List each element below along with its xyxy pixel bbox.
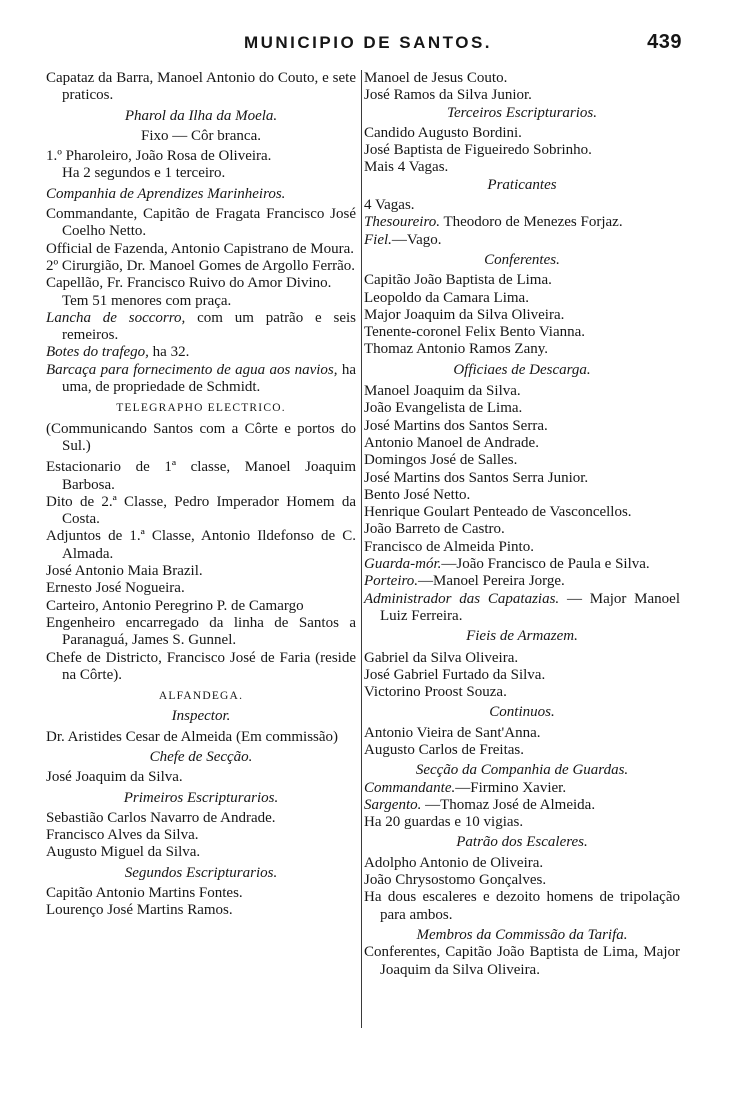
inline-text: —Vago. [391, 231, 442, 248]
inline-label: Guarda-mór. [364, 556, 442, 573]
text-line: 2º Cirurgião, Dr. Manoel Gomes de Argollo Ferrão. [46, 257, 356, 274]
right-column [364, 70, 680, 979]
text-line: Major Joaquim da Silva Oliveira. [364, 306, 565, 323]
page-header [0, 31, 736, 57]
inline-text: — Major Manoel Luiz Ferreira. [380, 590, 680, 624]
text-line: Capitão Antonio Martins Fontes. [46, 885, 243, 902]
section-heading: Conferentes. [484, 251, 560, 268]
text-line: Capataz da Barra, Manoel Antonio do Couto, e sete praticos. [46, 70, 356, 104]
section-heading: Pharol da Ilha da Moela. [124, 107, 278, 124]
page-number: 439 [647, 31, 682, 53]
text-line [364, 573, 680, 590]
text-line: Antonio Vieira de Sant'Anna. [364, 724, 541, 741]
text-line: Ernesto José Nogueira. [46, 580, 185, 597]
text-line: 1.º Pharoleiro, João Rosa de Oliveira. [46, 148, 272, 165]
text-line: Chefe de Districto, Francisco José de Faria (reside na Côrte). [46, 649, 356, 683]
text-line: Antonio Manoel de Andrade. [364, 434, 539, 451]
text-line: Official de Fazenda, Antonio Capistrano de Moura. [46, 240, 354, 257]
text-line: Adolpho Antonio de Oliveira. [364, 854, 544, 871]
text-line: José Joaquim da Silva. [46, 769, 183, 786]
text-line: Bento José Netto. [364, 486, 471, 503]
text-line: Domingos José de Salles. [364, 452, 518, 469]
text-line [364, 556, 680, 573]
section-heading: Companhia de Aprendizes Marinheiros. [46, 185, 286, 202]
running-title: MUNICIPIO DE SANTOS. [243, 33, 493, 52]
section-heading: Continuos. [489, 704, 555, 721]
text-line: João Evangelista de Lima. [364, 400, 523, 417]
text-line: Candido Augusto Bordini. [364, 124, 522, 141]
text-line: Conferentes, Capitão João Baptista de Lima, Major Joaquim da Silva Oliveira. [364, 944, 680, 978]
text-line: Engenheiro encarregado da linha de Santos a Paranaguá, James S. Gunnel. [46, 614, 356, 649]
text-line: Augusto Carlos de Freitas. [364, 741, 524, 758]
inline-text: ha uma, de propriedade de Schmidt. [62, 361, 356, 396]
text-line: Capellão, Fr. Francisco Ruivo do Amor Divino. [46, 275, 332, 292]
inline-text: —Manoel Pereira Jorge. [418, 573, 565, 590]
section-heading: Officiaes de Descarga. [453, 361, 591, 378]
inline-label: Sargento. [364, 796, 422, 813]
text-line [46, 310, 356, 345]
inline-label: Administrador das Capatazias. [364, 590, 560, 607]
inline-text: —João Francisco de Paula e Silva. [441, 556, 650, 573]
inline-text: —Thomaz José de Almeida. [425, 796, 596, 813]
inline-label: Barcaça para fornecimento de agua aos navios, [46, 361, 338, 378]
text-line [364, 232, 680, 249]
inline-text: com um patrão e seis remeiros. [62, 309, 356, 344]
text-line: José Gabriel Furtado da Silva. [364, 666, 546, 683]
text-line [46, 362, 356, 397]
text-line: Tem 51 menores com praça. [62, 292, 232, 309]
inline-text: Theodoro de Menezes Forjaz. [443, 214, 623, 231]
text-line: Francisco de Almeida Pinto. [364, 538, 534, 555]
text-line [364, 797, 680, 814]
text-line: Sebastião Carlos Navarro de Andrade. [46, 809, 276, 826]
text-line [46, 344, 356, 361]
inline-label: Porteiro. [364, 573, 419, 590]
section-heading: Inspector. [171, 708, 231, 725]
section-heading: Patrão dos Escaleres. [456, 834, 588, 851]
section-heading: Praticantes [487, 176, 557, 193]
text-line: José Ramos da Silva Junior. [364, 87, 532, 104]
text-line: Gabriel da Silva Oliveira. [364, 649, 519, 666]
text-line: José Martins dos Santos Serra Junior. [364, 469, 589, 486]
text-line: João Chrysostomo Gonçalves. [364, 872, 547, 889]
left-column [46, 70, 356, 920]
inline-label: Lancha de soccorro, [46, 309, 186, 326]
inline-text: —Firmino Xavier. [455, 779, 567, 796]
text-line: 4 Vagas. [364, 197, 415, 214]
text-line [364, 214, 680, 231]
inline-label: Fiel. [364, 231, 392, 248]
section-heading: Secção da Companhia de Guardas. [415, 762, 629, 779]
text-line: Carteiro, Antonio Peregrino P. de Camargo [46, 597, 304, 614]
text-line: Dito de 2.ª Classe, Pedro Imperador Homem da Costa. [46, 493, 356, 528]
inline-label: Thesoureiro. [364, 214, 440, 231]
text-line: Manoel de Jesus Couto. [364, 70, 508, 86]
inline-label: Botes do trafego, [46, 344, 149, 361]
text-line: Estacionario de 1ª classe, Manoel Joaquim Barbosa. [46, 459, 356, 493]
section-heading: Chefe de Secção. [149, 748, 253, 765]
section-heading: ALFANDEGA. [158, 690, 244, 703]
text-line: Tenente-coronel Felix Bento Vianna. [364, 324, 586, 341]
text-line: Ha 2 segundos e 1 terceiro. [62, 165, 226, 182]
text-line: Ha dous escaleres e dezoito homens de tripolação para ambos. [364, 889, 680, 923]
text-line: José Martins dos Santos Serra. [364, 417, 548, 434]
text-line: Francisco Alves da Silva. [46, 827, 199, 844]
text-line: Thomaz Antonio Ramos Zany. [364, 341, 548, 358]
text-line: Dr. Aristides Cesar de Almeida (Em commissão) [46, 728, 339, 745]
section-heading: Terceiros Escripturarios. [446, 104, 597, 121]
text-line [364, 780, 680, 797]
text-line: Commandante, Capitão de Fragata Francisco José Coelho Netto. [46, 206, 356, 240]
text-line: José Baptista de Figueiredo Sobrinho. [364, 142, 592, 159]
text-line: Victorino Proost Souza. [364, 684, 507, 701]
text-line: Capitão João Baptista de Lima. [364, 272, 552, 289]
text-line: Augusto Miguel da Silva. [46, 844, 201, 861]
section-heading: Membros da Commissão da Tarifa. [416, 926, 628, 943]
text-line: Adjuntos de 1.ª Classe, Antonio Ildefonso de C. Almada. [46, 528, 356, 562]
text-line: Ha 20 guardas e 10 vigias. [364, 814, 524, 831]
text-line [364, 591, 680, 626]
text-line: José Antonio Maia Brazil. [46, 563, 203, 580]
section-heading: Primeiros Escripturarios. [123, 789, 279, 806]
text-line: Mais 4 Vagas. [364, 159, 449, 176]
text-line: Fixo — Côr branca. [141, 127, 261, 144]
inline-text: ha 32. [152, 344, 190, 361]
section-heading: TELEGRAPHO ELECTRICO. [116, 402, 286, 415]
text-line: Lourenço José Martins Ramos. [46, 902, 233, 919]
inline-label: Commandante. [364, 779, 456, 796]
text-line: (Communicando Santos com a Côrte e portos do Sul.) [46, 420, 356, 454]
text-line: Henrique Goulart Penteado de Vasconcellos. [364, 504, 632, 521]
section-heading: Fieis de Armazem. [466, 628, 578, 645]
section-heading: Segundos Escripturarios. [124, 864, 278, 881]
text-line: Manoel Joaquim da Silva. [364, 383, 521, 400]
text-line: Leopoldo da Camara Lima. [364, 289, 529, 306]
column-divider [361, 70, 362, 1028]
text-line: João Barreto de Castro. [364, 521, 505, 538]
